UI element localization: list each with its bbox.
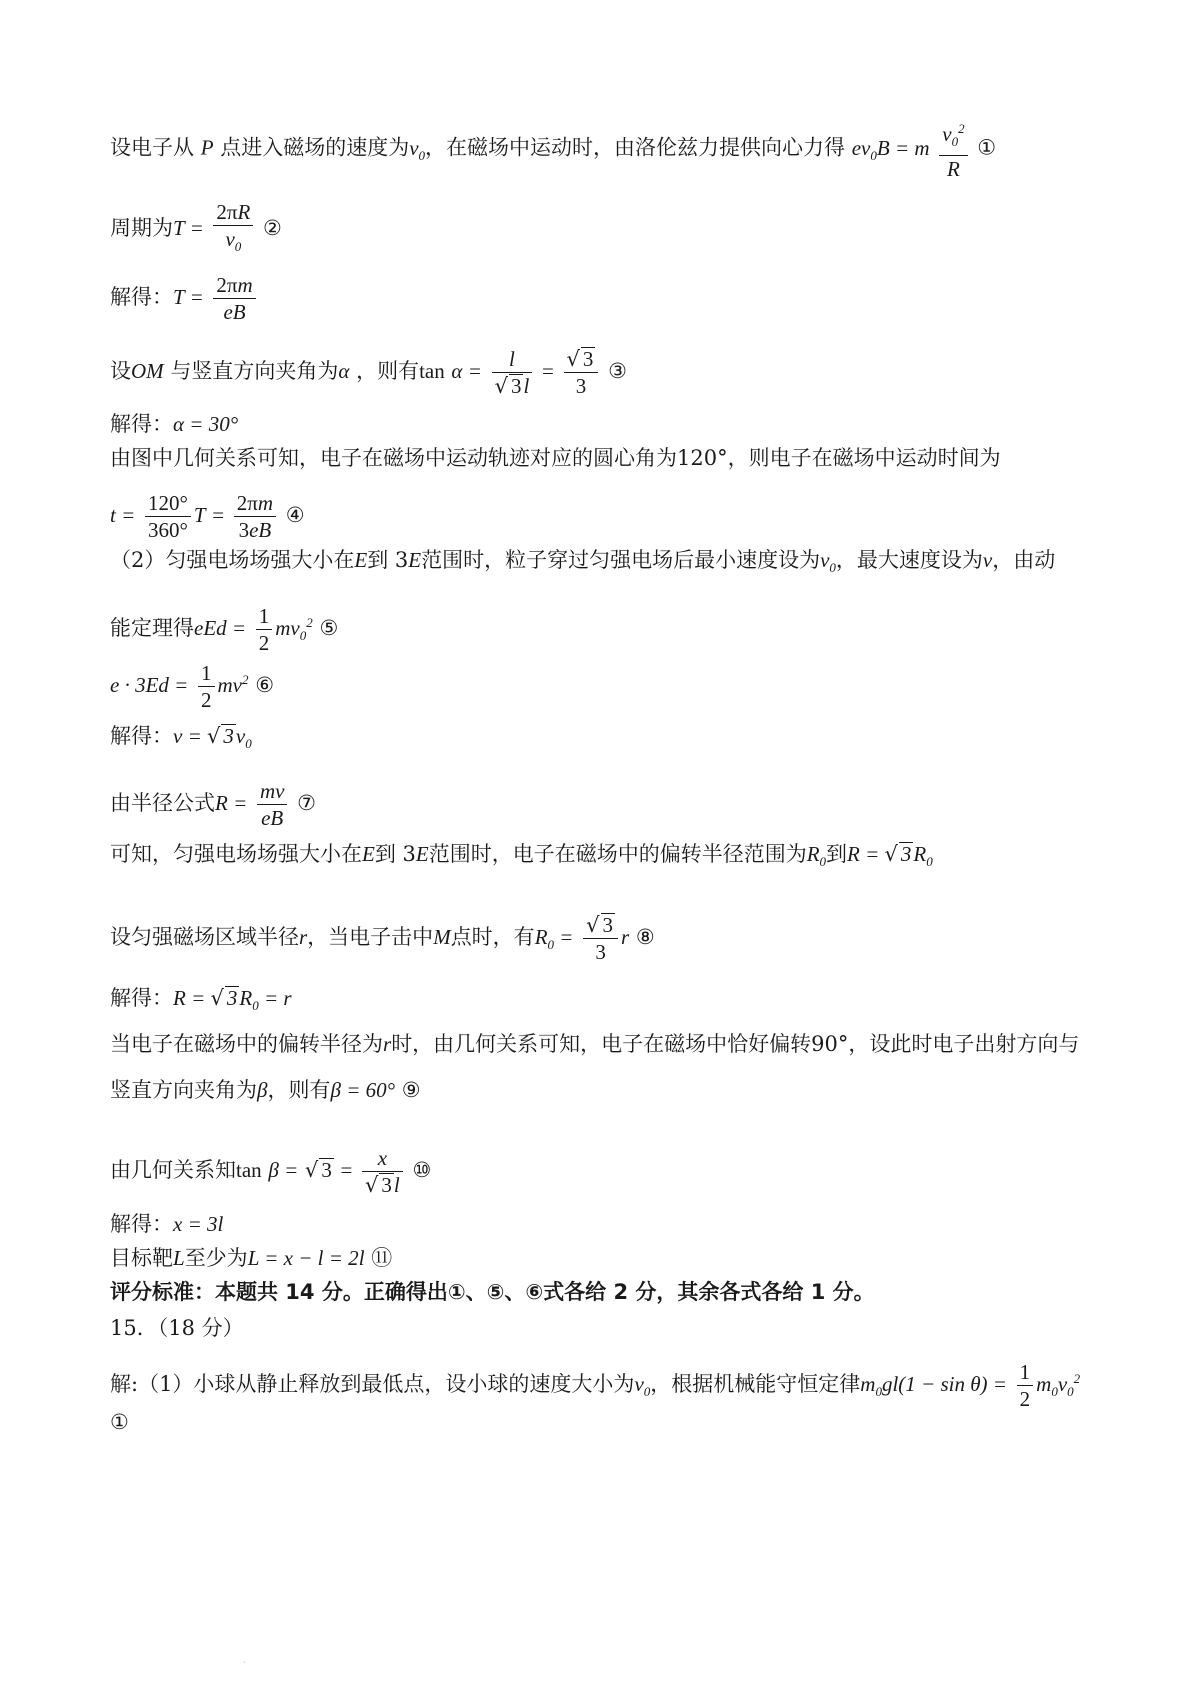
text: 解得： [110,1212,173,1236]
line-8: （2）匀强电场场强大小在E到 3E范围时，粒子穿过匀强电场后最小速度设为$v_0$，最大速度设为v，由动 [110,548,1056,576]
math-v0: $v_0$ [820,548,836,576]
fraction: $\frac{1}{2}$ [1017,1359,1034,1412]
var-om: OM [131,359,164,383]
text: 周期为 [110,216,173,241]
text: 由半径公式 [110,791,215,815]
text: 范围时，粒子穿过匀强电场后最小速度设为 [421,548,821,572]
line-13: 可知，匀强电场场强大小在E到 3E范围时，电子在磁场中的偏转半径范围为$R_0$到R = √ $3R_0$ [110,842,933,870]
text: 由几何关系知 [110,1158,236,1182]
text: 与竖直方向夹角为 [170,359,339,383]
fraction: $\frac{√ 3}{3}$ [583,912,618,965]
var-alpha: α [338,359,350,383]
math: T = [173,216,204,241]
equation-mark: ⑧ [635,925,655,949]
text: 解:（1）小球从静止释放到最低点，设小球的速度大小为 [110,1372,635,1396]
line-9: 能定理得eEd = $\frac{1}{2}$ $mv_0^2$ ⑤ [110,604,339,655]
line-6 [110,444,1001,472]
fraction: $\frac{1}{2}$ [198,660,215,713]
line-11 [110,722,252,758]
equation-mark: ⑨ [401,1078,421,1102]
text: 时，由几何关系可知，电子在磁场中恰好偏转90°，设此时电子出射方向与 [391,1032,1080,1056]
line-18: 由几何关系知tan β = √ 3 = $\frac{x}{√ 3l}$ ⑩ [110,1146,432,1197]
equation-mark: ④ [285,503,305,527]
equation-mark: ① [110,1410,129,1434]
text: ，最大速度设为 [835,548,983,572]
equation-mark: ⑪ [371,1246,393,1270]
fraction: $\frac{√ 3}{3}$ [564,346,599,399]
line-1 [110,116,996,182]
math: t = [110,503,136,527]
text: ，当电子击中 [307,925,434,949]
fraction: $\frac{mv}{eB}$ [257,778,288,831]
fraction: $\frac{x}{√ 3l}$ [362,1145,403,1198]
math: e · 3Ed = [110,673,189,697]
scoring-criteria [110,1278,875,1306]
equation-mark: ③ [608,359,627,383]
page-dot: · [243,1658,246,1667]
question-heading [110,1314,244,1342]
text: 至少为 [184,1246,248,1270]
text: 解得： [110,724,173,748]
fraction: $\frac{1}{2}$ [256,603,273,656]
text: ，则有 [356,359,420,383]
text: 范围时，电子在磁场中的偏转半径范围为 [428,842,807,866]
fraction: $\frac{2\pi m}{3eB}$ [234,490,276,543]
equation-mark: ⑦ [297,791,316,815]
equation-mark: ⑥ [255,673,275,697]
text: 设匀强磁场区域半径 [110,925,299,949]
line-23: 解:（1）小球从静止释放到最低点，设小球的速度大小为$v_0$，根据机械能守恒定律$m_0gl(1 - \sin \theta)$ = $\frac{1}{2}$ $m_0v_0^2$ [110,1360,1081,1411]
equation-mark: ② [263,216,282,241]
text: 可知，匀强电场场强大小在 [110,842,362,866]
text: 目标靶 [110,1246,173,1270]
var-p: P [200,135,214,160]
equation-mark: ⑩ [412,1158,432,1182]
text: ，根据机械能守恒定律 [650,1372,861,1396]
line-19: 解得：x = 3l [110,1212,224,1236]
line-16: 当电子在磁场中的偏转半径为r时，由几何关系可知，电子在磁场中恰好偏转90°，设此时电子出射方向与 [110,1032,1080,1056]
var-alpha: α = [451,359,482,383]
text: 竖直方向夹角为 [110,1078,257,1102]
line-10: e · 3Ed = $\frac{1}{2}$ $mv^2$ ⑥ [110,661,275,712]
math-lorentz: $ev_0B = m$ [851,135,930,163]
text: 当电子在磁场中的偏转半径为 [110,1032,383,1056]
text: 到 3 [374,842,416,866]
text: 点进入磁场的速度为 [220,135,410,160]
text: 解得： [110,285,173,309]
fraction: $\frac{v_0^2}{R}$ [939,116,967,182]
line-17: 竖直方向夹角为β，则有β = 60° ⑨ [110,1078,421,1102]
fraction: $\frac{120^\circ}{360^\circ}$ [145,490,191,543]
line-5 [110,410,238,438]
text: ，由动 [992,548,1056,572]
text: 点时，有 [450,925,535,949]
text: 能定理得 [110,616,194,640]
fraction: $\frac{2\pi R}{v_0}$ [213,199,253,260]
line-14: 设匀强磁场区域半径r，当电子击中M点时，有$R_0$ = $\frac{√ 3}{3}$ r ⑧ [110,913,655,964]
text: 到 3 [367,548,409,572]
line-3 [110,272,259,325]
fraction: $\frac{l}{√ 3l}$ [492,346,533,399]
text: （2）匀强电场场强大小在 [110,548,355,572]
text: 设电子从 [110,135,194,160]
line-4: 设OM 与竖直方向夹角为α ，则有tan α = $\frac{l}{√ 3l}$ = $\frac{√ 3}{3}$ ③ [110,347,627,398]
text: 15．（18 分） [110,1316,244,1340]
text: 由图中几何关系可知，电子在磁场中运动轨迹对应的圆心角为120°，则电子在磁场中运动时间为 [110,446,1001,470]
line-2 [110,199,282,260]
math: α = 30° [173,412,239,436]
text: 评分标准：本题共 14 分。正确得出①、⑤、⑥式各给 2 分，其余各式各给 1 分。 [110,1280,875,1304]
text: ，则有 [267,1078,331,1102]
text: 解得： [110,412,173,436]
tan-label: tan [419,359,445,383]
math: T = [173,285,204,309]
line-12: 由半径公式R = $\frac{mv}{eB}$ ⑦ [110,779,316,830]
text: ，在磁场中运动时，由洛伦兹力提供向心力得 [425,135,846,160]
fraction: $\frac{2\pi m}{eB}$ [213,272,255,325]
line-24 [110,1408,129,1436]
text: 设 [110,359,131,383]
equation-mark: ⑤ [319,616,339,640]
text: 到 [826,842,848,866]
line-15: 解得：R = √ $3R_0 = r$ [110,986,292,1014]
equation-mark: ① [977,135,997,160]
line-7: t = $\frac{120^\circ}{360^\circ}$ T = $\frac{2\pi m}{3eB}$ ④ [110,491,305,542]
text: 解得： [110,986,173,1010]
line-20: 目标靶L至少为L = x − l = 2l ⑪ [110,1246,393,1270]
math-v0: $v_0$ [409,135,426,163]
math: v = √ $3v_0$ [173,724,252,752]
